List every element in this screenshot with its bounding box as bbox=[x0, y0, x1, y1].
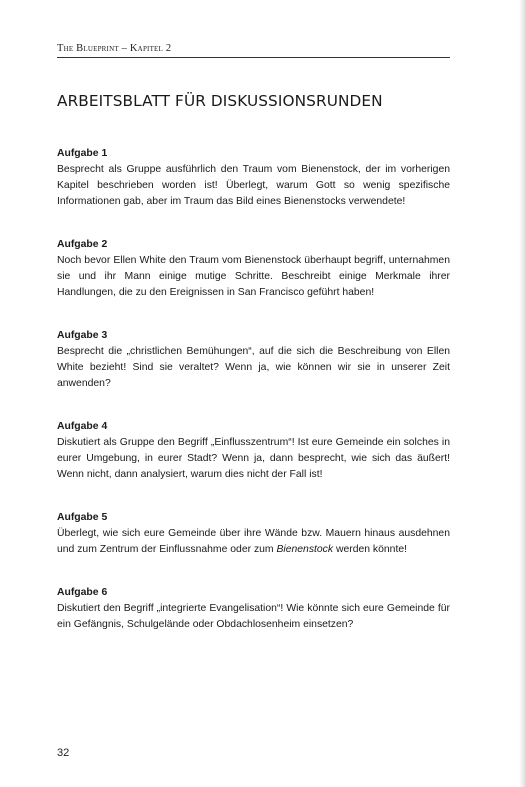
task-label: Aufgabe 6 bbox=[57, 587, 108, 598]
header-rule bbox=[57, 57, 450, 58]
task-text-part: Überlegt, wie sich eure Gemeinde über ihre Wände bzw. Mauern hinaus ausdehnen und zum Zentrum der Einflussnahme oder zum bbox=[57, 528, 450, 555]
page-number: 32 bbox=[57, 747, 70, 759]
task-aufgabe-6 bbox=[57, 585, 450, 633]
page-title: ARBEITSBLATT FÜR DISKUSSIONSRUNDEN bbox=[57, 92, 383, 110]
task-text: Diskutiert als Gruppe den Begriff „Einflusszentrum“! Ist eure Gemeinde ein solches in eurer Umgebung, in eurer Stadt? Wenn ja, dann besprecht, wie sich das äußert! Wenn nicht, dann analysiert, warum dies nicht der Fall ist! bbox=[57, 437, 450, 480]
task-text-part: werden könnte! bbox=[333, 544, 408, 555]
task-text: Besprecht die „christlichen Bemühungen“, auf die sich die Beschreibung von Ellen White bezieht! Sind sie veraltet? Wenn ja, wie können wir sie in unserer Zeit anwenden? bbox=[57, 346, 450, 389]
task-text-emphasis: Bienenstock bbox=[276, 544, 334, 555]
page-edge-shadow bbox=[519, 0, 526, 787]
task-text: Besprecht als Gruppe ausführlich den Traum vom Bienenstock, der im vorherigen Kapitel beschrieben worden ist! Überlegt, warum Gott so wenig spezifische Informationen gab, aber im Traum das Bild eines Bienenstocks verwendete! bbox=[57, 164, 450, 207]
task-text: Diskutiert den Begriff „integrierte Evangelisation“! Wie könnte sich eure Gemeinde für ein Gefängnis, Schulgelände oder Obdachlosenheim einsetzen? bbox=[57, 603, 450, 630]
running-header bbox=[57, 42, 450, 55]
task-aufgabe-3 bbox=[57, 328, 450, 392]
running-header-text: The Blueprint – Kapitel 2 bbox=[57, 43, 172, 54]
task-label: Aufgabe 4 bbox=[57, 421, 108, 432]
task-aufgabe-2 bbox=[57, 237, 450, 301]
task-aufgabe-5 bbox=[57, 510, 450, 558]
task-text bbox=[57, 526, 450, 558]
task-label: Aufgabe 5 bbox=[57, 512, 108, 523]
task-aufgabe-1 bbox=[57, 146, 450, 210]
task-aufgabe-4 bbox=[57, 419, 450, 483]
task-text: Noch bevor Ellen White den Traum vom Bienenstock überhaupt begriff, unternahmen sie und ihr Mann einige mutige Schritte. Beschreibt einige Merkmale ihrer Handlungen, die zu den Ereignissen in San Francisco geführt haben! bbox=[57, 255, 450, 298]
task-label: Aufgabe 1 bbox=[57, 148, 108, 159]
task-label: Aufgabe 2 bbox=[57, 239, 108, 250]
task-label: Aufgabe 3 bbox=[57, 330, 108, 341]
